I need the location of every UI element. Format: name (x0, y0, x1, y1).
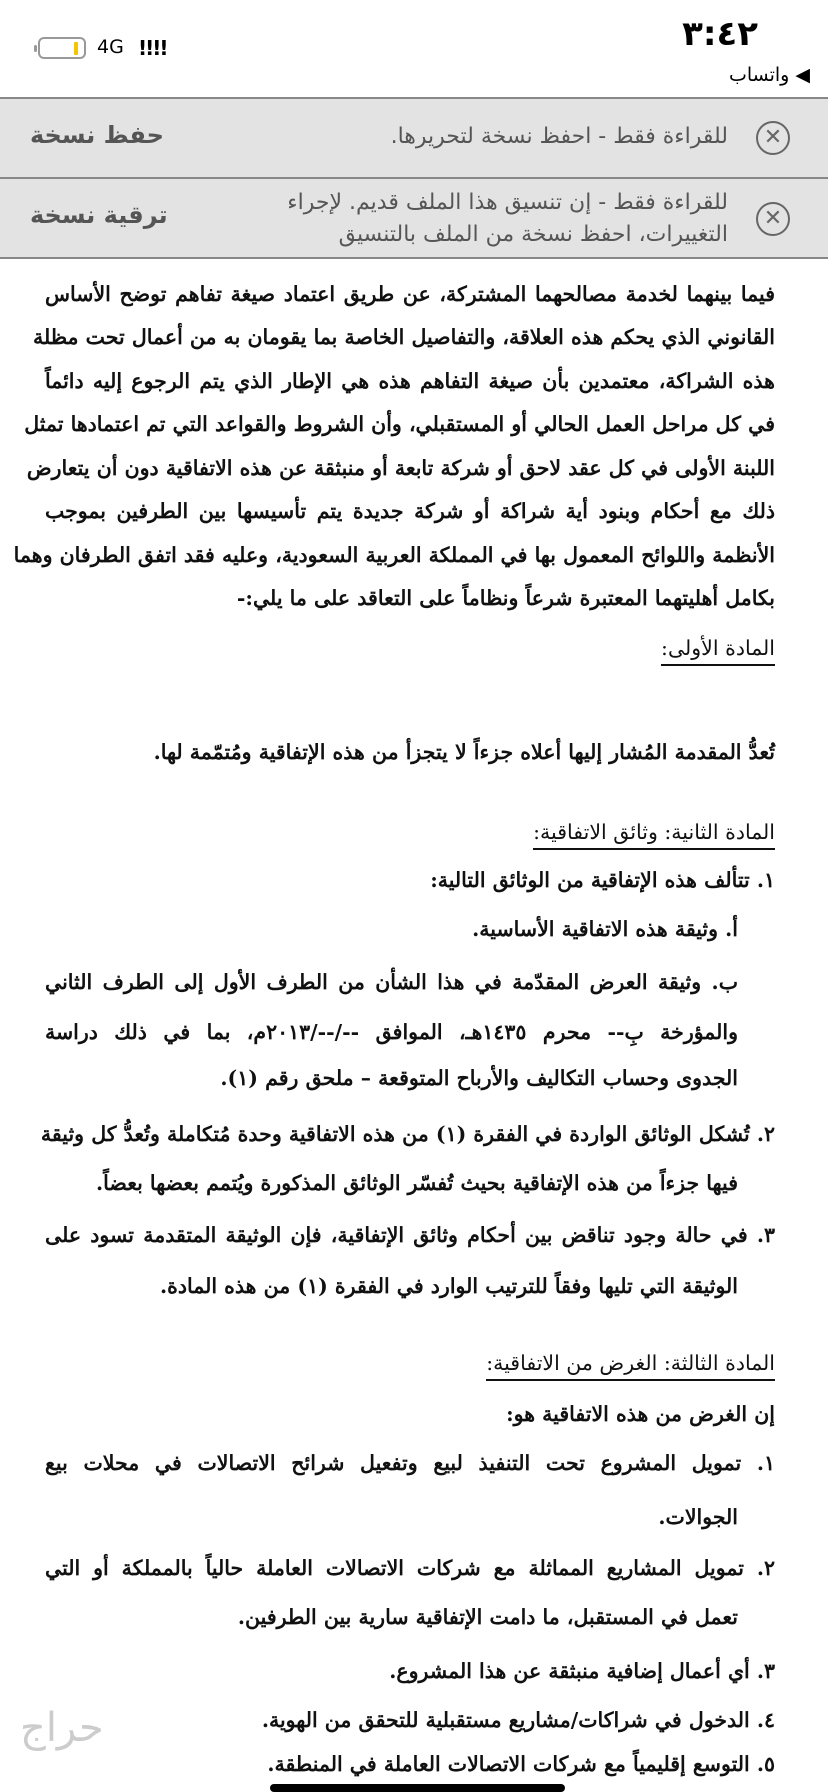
list-item: والمؤرخة بِ-- محرم ١٤٣٥هـ، الموافق --/--/٢٠١٣م، بما في ذلك دراسة (45, 1020, 738, 1044)
close-icon[interactable]: ✕ (756, 202, 790, 236)
battery-icon (38, 37, 86, 59)
status-time: ٣:٤٢ (682, 14, 758, 54)
upgrade-copy-button[interactable]: ترقية نسخة (30, 201, 168, 229)
paragraph-line: القانوني الذي يحكم هذه العلاقة، والتفاصيل الخاصة بما يقومان به من أعمال تحت مظلة (32, 325, 775, 349)
banner-message-line: التغييرات، احفظ نسخة من الملف بالتنسيق (338, 222, 728, 247)
read-only-banner (0, 97, 828, 178)
article-heading: المادة الثانية: وثائق الاتفاقية: (533, 820, 775, 850)
list-item: فيها جزءاً من هذه الإتفاقية بحيث تُفسّر الوثائق المذكورة ويُتمم بعضها بعضاً. (96, 1171, 738, 1195)
list-item: الجوالات. (658, 1505, 738, 1529)
article-heading: المادة الثالثة: الغرض من الاتفاقية: (486, 1351, 775, 1381)
list-item: ب. وثيقة العرض المقدّمة في هذا الشأن من الطرف الأول إلى الطرف الثاني (45, 970, 738, 994)
paragraph-line: هذه الشراكة، معتمدين بأن صيغة التفاهم هذه هي الإطار الذي يتم الرجوع إليه دائماً (45, 369, 775, 393)
banner-message (287, 187, 728, 251)
signal-icon: !!!! (138, 36, 167, 60)
list-item: ٢. تمويل المشاريع المماثلة مع شركات الاتصالات العاملة حالياً بالمملكة أو التي (45, 1556, 775, 1580)
list-item: ٣. أي أعمال إضافية منبثقة عن هذا المشروع. (389, 1659, 775, 1683)
old-format-banner (0, 177, 828, 259)
list-item: ١. تتألف هذه الإتفاقية من الوثائق التالية: (430, 868, 775, 892)
list-item: الجدوى وحساب التكاليف والأرباح المتوقعة – ملحق رقم (١). (220, 1066, 738, 1090)
save-copy-button[interactable]: حفظ نسخة (30, 121, 164, 149)
back-to-app-link[interactable]: ◀ واتساب (728, 64, 810, 86)
paragraph-line: في كل مراحل العمل الحالي أو المستقبلي، وأن الشروط والقواعد التي تم اعتمادها تمثل (24, 412, 775, 436)
article-heading: المادة الأولى: (661, 636, 775, 666)
list-item: ٥. التوسع إقليمياً مع شركات الاتصالات العاملة في المنطقة. (267, 1752, 775, 1776)
paragraph-line: اللبنة الأولى في كل عقد لاحق أو شركة تابعة أو منبثقة عن هذه الاتفاقية دون أن يتعارض (26, 456, 775, 480)
list-item: ١. تمويل المشروع تحت التنفيذ لبيع وتفعيل شرائح الاتصالات في محلات بيع (45, 1451, 775, 1475)
close-icon[interactable]: ✕ (756, 121, 790, 155)
redaction-bar (270, 1784, 565, 1792)
banner-message: للقراءة فقط - احفظ نسخة لتحريرها. (390, 124, 728, 149)
paragraph-line: الأنظمة واللوائح المعمول بها في المملكة العربية السعودية، وعليه فقد اتفق الطرفان وهما (13, 543, 775, 567)
network-type: 4G (97, 36, 124, 58)
list-item: ٤. الدخول في شراكات/مشاريع مستقبلية للتحقق من الهوية. (261, 1708, 775, 1732)
paragraph-line: تُعدُّ المقدمة المُشار إليها أعلاه جزءاً لا يتجزأ من هذه الإتفاقية ومُتمّمة لها. (153, 740, 775, 764)
list-item: تعمل في المستقبل، ما دامت الإتفاقية سارية بين الطرفين. (237, 1605, 738, 1629)
list-item: الوثيقة التي تليها وفقاً للترتيب الوارد في الفقرة (١) من هذه المادة. (160, 1274, 738, 1298)
paragraph-line: بكامل أهليتهما المعتبرة شرعاً ونظاماً على التعاقد على ما يلي:- (236, 586, 775, 610)
watermark-logo: حراج (20, 1705, 104, 1751)
paragraph-line: ذلك مع أحكام وبنود أية شراكة أو شركة جديدة يتم تأسيسها بين الطرفين بموجب (45, 499, 775, 523)
paragraph-line: إن الغرض من هذه الاتفاقية هو: (506, 1402, 775, 1426)
banner-message-line: للقراءة فقط - إن تنسيق هذا الملف قديم. لإجراء (287, 190, 728, 215)
list-item: ٢. تُشكل الوثائق الواردة في الفقرة (١) من هذه الاتفاقية وحدة مُتكاملة وتُعدُّ كل وثيقة (40, 1122, 775, 1146)
list-item: أ. وثيقة هذه الاتفاقية الأساسية. (472, 917, 738, 941)
paragraph-line: فيما بينهما لخدمة مصالحهما المشتركة، عن طريق اعتماد صيغة تفاهم توضح الأساس (45, 282, 775, 306)
list-item: ٣. في حالة وجود تناقض بين أحكام وثائق الإتفاقية، فإن الوثيقة المتقدمة تسود على (45, 1223, 775, 1247)
